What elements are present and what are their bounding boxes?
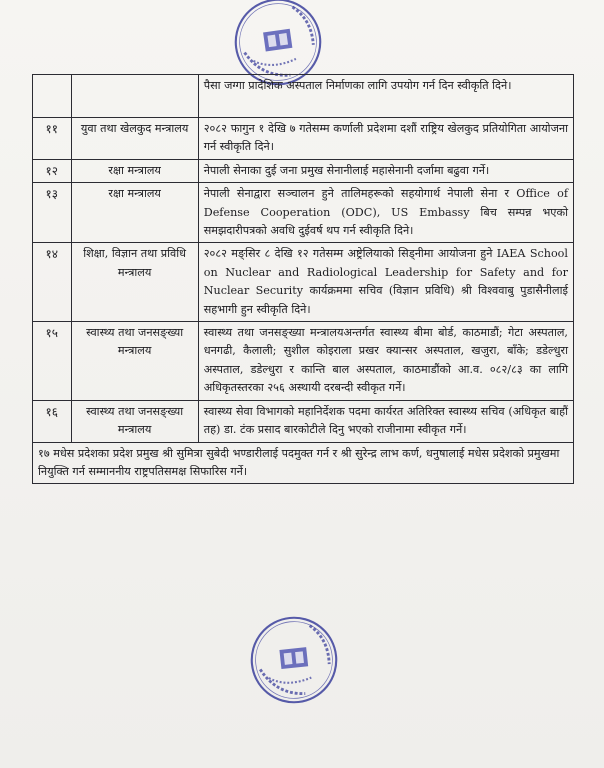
table-row xyxy=(33,322,574,401)
decisions-table xyxy=(32,74,574,484)
row-ministry xyxy=(71,75,198,118)
row-decision: स्वास्थ्य तथा जनसङ्ख्या मन्त्रालयअन्तर्गत स्वास्थ्य बीमा बोर्ड, काठमाडौं; गेटा अस्पताल, धनगढी, कैलाली; सुशील कोइराला प्रखर क्यान्सर अस्पताल, खजुरा, बाँके; डडेल्धुरा अस्पताल, डडेल्धुरा र कान्ति बाल अस्पताल, काठमाडौंको आ.व. ०८२/८३ का लागि अधिकृतस्तरका २५६ अस्थायी दरबन्दी स्वीकृत गर्ने। xyxy=(198,322,573,401)
row-ministry: रक्षा मन्त्रालय xyxy=(71,159,198,182)
row-number: १३ xyxy=(33,183,72,243)
row-ministry: स्वास्थ्य तथा जनसङ्ख्या मन्त्रालय xyxy=(71,400,198,442)
row-number: १४ xyxy=(33,243,72,322)
row-decision: २०८२ मङ्सिर ८ देखि १२ गतेसम्म अष्ट्रेलियाको सिड्नीमा आयोजना हुने IAEA School on Nuclear and Radiological Leadership for Safety and for Nuclear Security कार्यक्रममा सचिव (विज्ञान प्रविधि) श्री विश्ववाबु पुडासैनीलाई सहभागी हुन स्वीकृति दिने। xyxy=(198,243,573,322)
table-row xyxy=(33,243,574,322)
row-decision: नेपाली सेनाका दुई जना प्रमुख सेनानीलाई महासेनानी दर्जामा बढुवा गर्ने। xyxy=(198,159,573,182)
table-row xyxy=(33,183,574,243)
row-number: १२ xyxy=(33,159,72,182)
row-ministry: रक्षा मन्त्रालय xyxy=(71,183,198,243)
row-ministry: शिक्षा, विज्ञान तथा प्रविधि मन्त्रालय xyxy=(71,243,198,322)
row-decision: नेपाली सेनाद्वारा सञ्चालन हुने तालिमहरूको सहयोगार्थ नेपाली सेना र Office of Defense Cooperation (ODC), US Embassy बिच सम्पन्न भएको समझदारीपत्रको अवधि दुईवर्ष थप गर्न स्वीकृति दिने। xyxy=(198,183,573,243)
row-number: १६ xyxy=(33,400,72,442)
table-row xyxy=(33,75,574,118)
table-row xyxy=(33,400,574,442)
ministry-seal-bottom xyxy=(241,607,347,713)
table-row xyxy=(33,159,574,182)
row-number: १७ xyxy=(38,446,50,460)
row-ministry: युवा तथा खेलकुद मन्त्रालय xyxy=(71,118,198,160)
row-decision: पैसा जग्गा प्रादेशिक अस्पताल निर्माणका लागि उपयोग गर्न दिन स्वीकृति दिने। xyxy=(198,75,573,118)
row-decision: मधेस प्रदेशका प्रदेश प्रमुख श्री सुमित्रा सुबेदी भण्डारीलाई पदमुक्त गर्न र श्री सुरेन्द्र लाभ कर्ण, धनुषालाई मधेस प्रदेशको प्रमुखमा नियुक्ति गर्न सम्माननीय राष्ट्रपतिसमक्ष सिफारिस गर्ने। xyxy=(38,446,560,478)
row-number: ११ xyxy=(33,118,72,160)
table-row-final xyxy=(33,442,574,484)
row-decision: स्वास्थ्य सेवा विभागको महानिर्देशक पदमा कार्यरत अतिरिक्त स्वास्थ्य सचिव (अधिकृत बाहौं तह) डा. टंक प्रसाद बारकोटीले दिनु भएको राजीनामा स्वीकृत गर्ने। xyxy=(198,400,573,442)
row-ministry: स्वास्थ्य तथा जनसङ्ख्या मन्त्रालय xyxy=(71,322,198,401)
row-number xyxy=(33,75,72,118)
table-row xyxy=(33,118,574,160)
final-decision-cell xyxy=(33,442,574,484)
row-decision: २०८२ फागुन १ देखि ७ गतेसम्म कर्णाली प्रदेशमा दशौं राष्ट्रिय खेलकुद प्रतियोगिता आयोजना गर्न स्वीकृति दिने। xyxy=(198,118,573,160)
row-number: १५ xyxy=(33,322,72,401)
